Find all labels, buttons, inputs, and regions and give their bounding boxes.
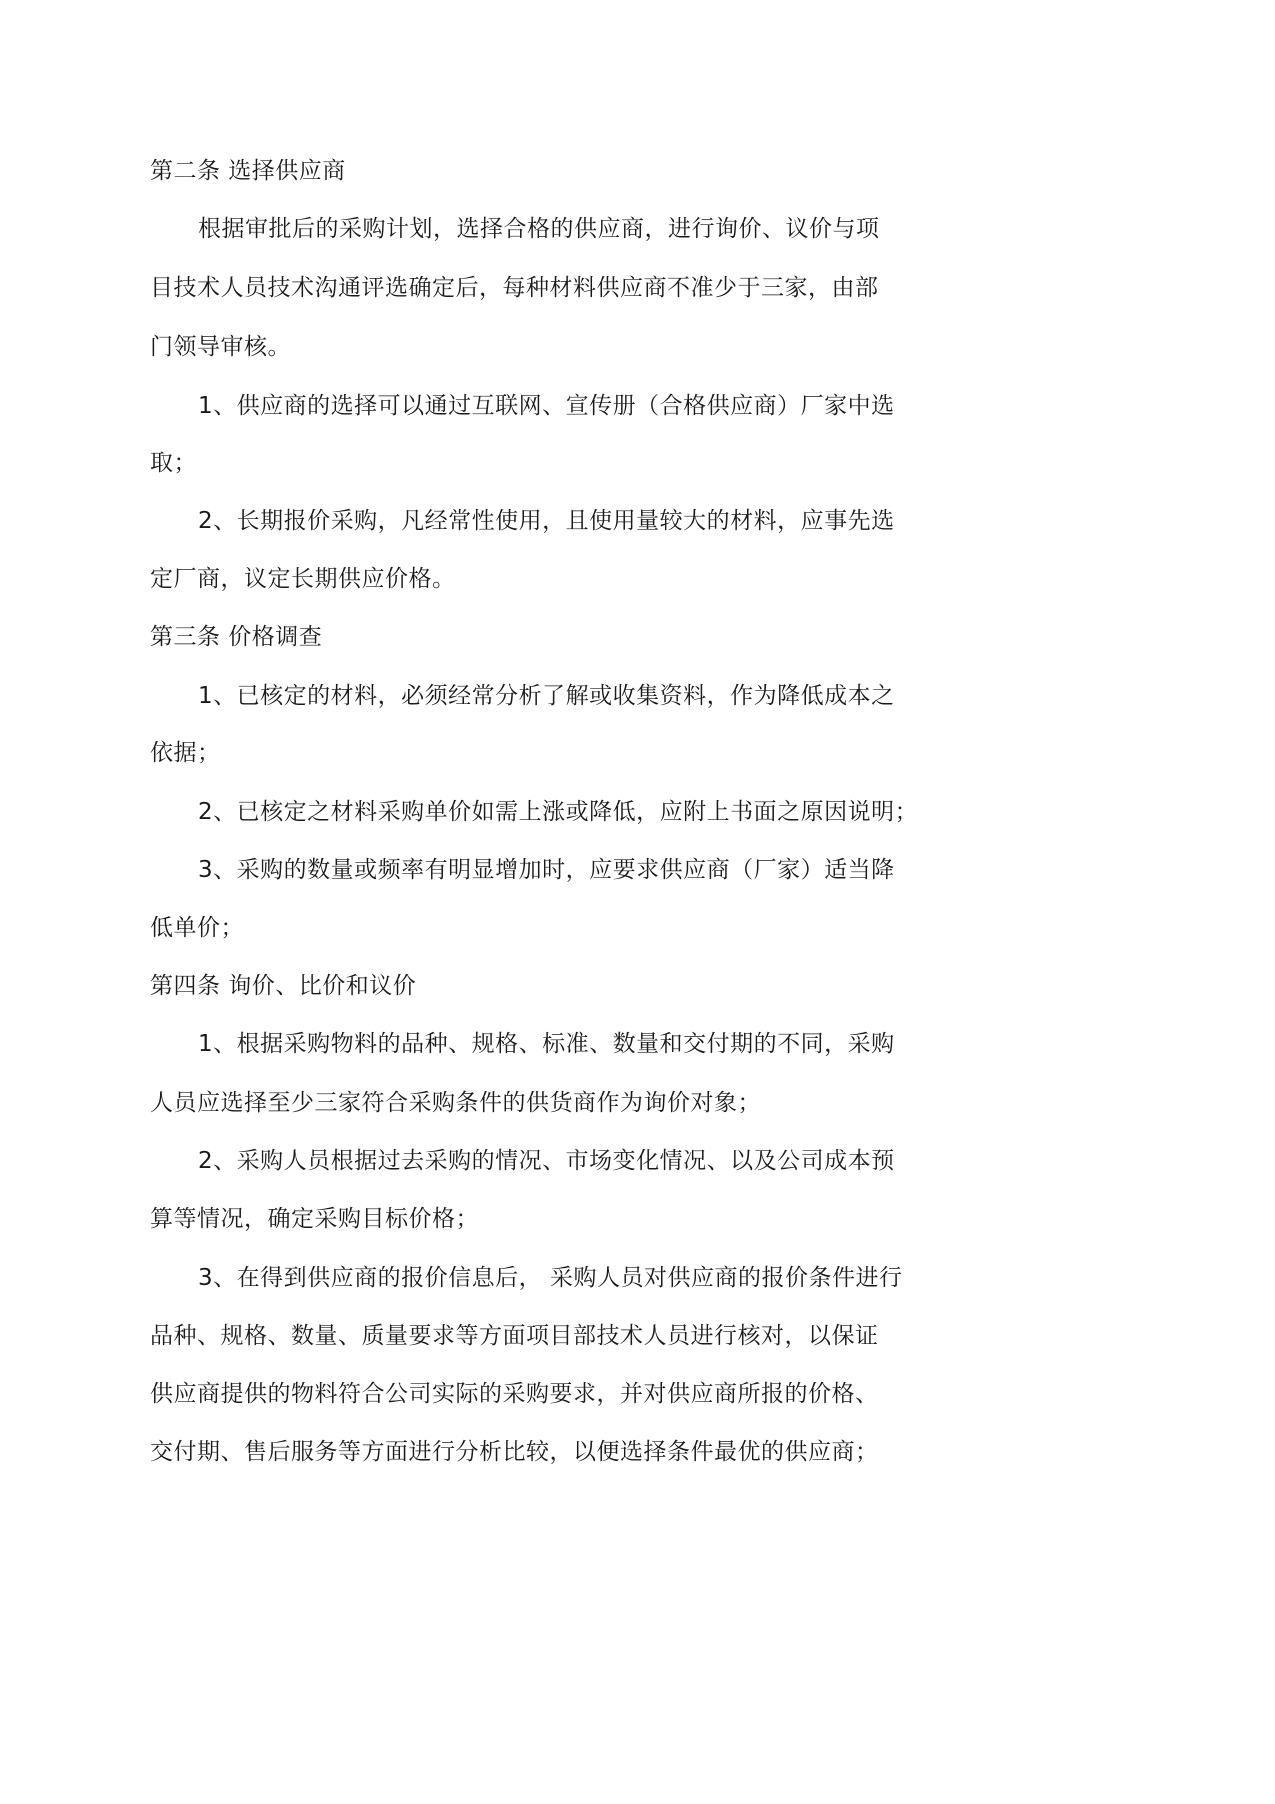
list-item-line: 依据； bbox=[150, 740, 221, 766]
list-item-line: 3、采购的数量或频率有明显增加时，应要求供应商（厂家）适当降 bbox=[198, 857, 895, 883]
list-item-line: 低单价； bbox=[150, 915, 244, 941]
paragraph-line: 门领导审核。 bbox=[150, 334, 291, 360]
section-heading: 第二条 选择供应商 bbox=[150, 158, 346, 184]
paragraph-line: 目技术人员技术沟通评选确定后，每种材料供应商不准少于三家，由部 bbox=[150, 275, 879, 301]
list-item-line: 2、长期报价采购，凡经常性使用，且使用量较大的材料，应事先选 bbox=[198, 508, 895, 534]
list-item-line: 取； bbox=[150, 450, 197, 476]
list-item-line: 交付期、售后服务等方面进行分析比较，以便选择条件最优的供应商； bbox=[150, 1439, 879, 1465]
list-item-line: 1、根据采购物料的品种、规格、标准、数量和交付期的不同，采购 bbox=[198, 1031, 895, 1057]
list-item-line: 人员应选择至少三家符合采购条件的供货商作为询价对象； bbox=[150, 1090, 761, 1116]
list-item-line: 1、已核定的材料，必须经常分析了解或收集资料，作为降低成本之 bbox=[198, 683, 895, 709]
list-item-line: 品种、规格、数量、质量要求等方面项目部技术人员进行核对，以保证 bbox=[150, 1323, 879, 1349]
list-item-line: 供应商提供的物料符合公司实际的采购要求，并对供应商所报的价格、 bbox=[150, 1381, 879, 1407]
list-item-line: 2、已核定之材料采购单价如需上涨或降低，应附上书面之原因说明； bbox=[198, 799, 919, 825]
paragraph-line: 根据审批后的采购计划，选择合格的供应商，进行询价、议价与项 bbox=[198, 216, 880, 242]
list-item-line: 定厂商，议定长期供应价格。 bbox=[150, 566, 456, 592]
list-item-line: 2、采购人员根据过去采购的情况、市场变化情况、以及公司成本预 bbox=[198, 1148, 895, 1174]
list-item-line: 1、供应商的选择可以通过互联网、宣传册（合格供应商）厂家中选 bbox=[198, 393, 895, 419]
list-item-line: 3、在得到供应商的报价信息后， 采购人员对供应商的报价条件进行 bbox=[198, 1265, 903, 1291]
list-item-line: 算等情况，确定采购目标价格； bbox=[150, 1206, 479, 1232]
section-heading: 第四条 询价、比价和议价 bbox=[150, 973, 417, 999]
section-heading: 第三条 价格调查 bbox=[150, 624, 323, 650]
